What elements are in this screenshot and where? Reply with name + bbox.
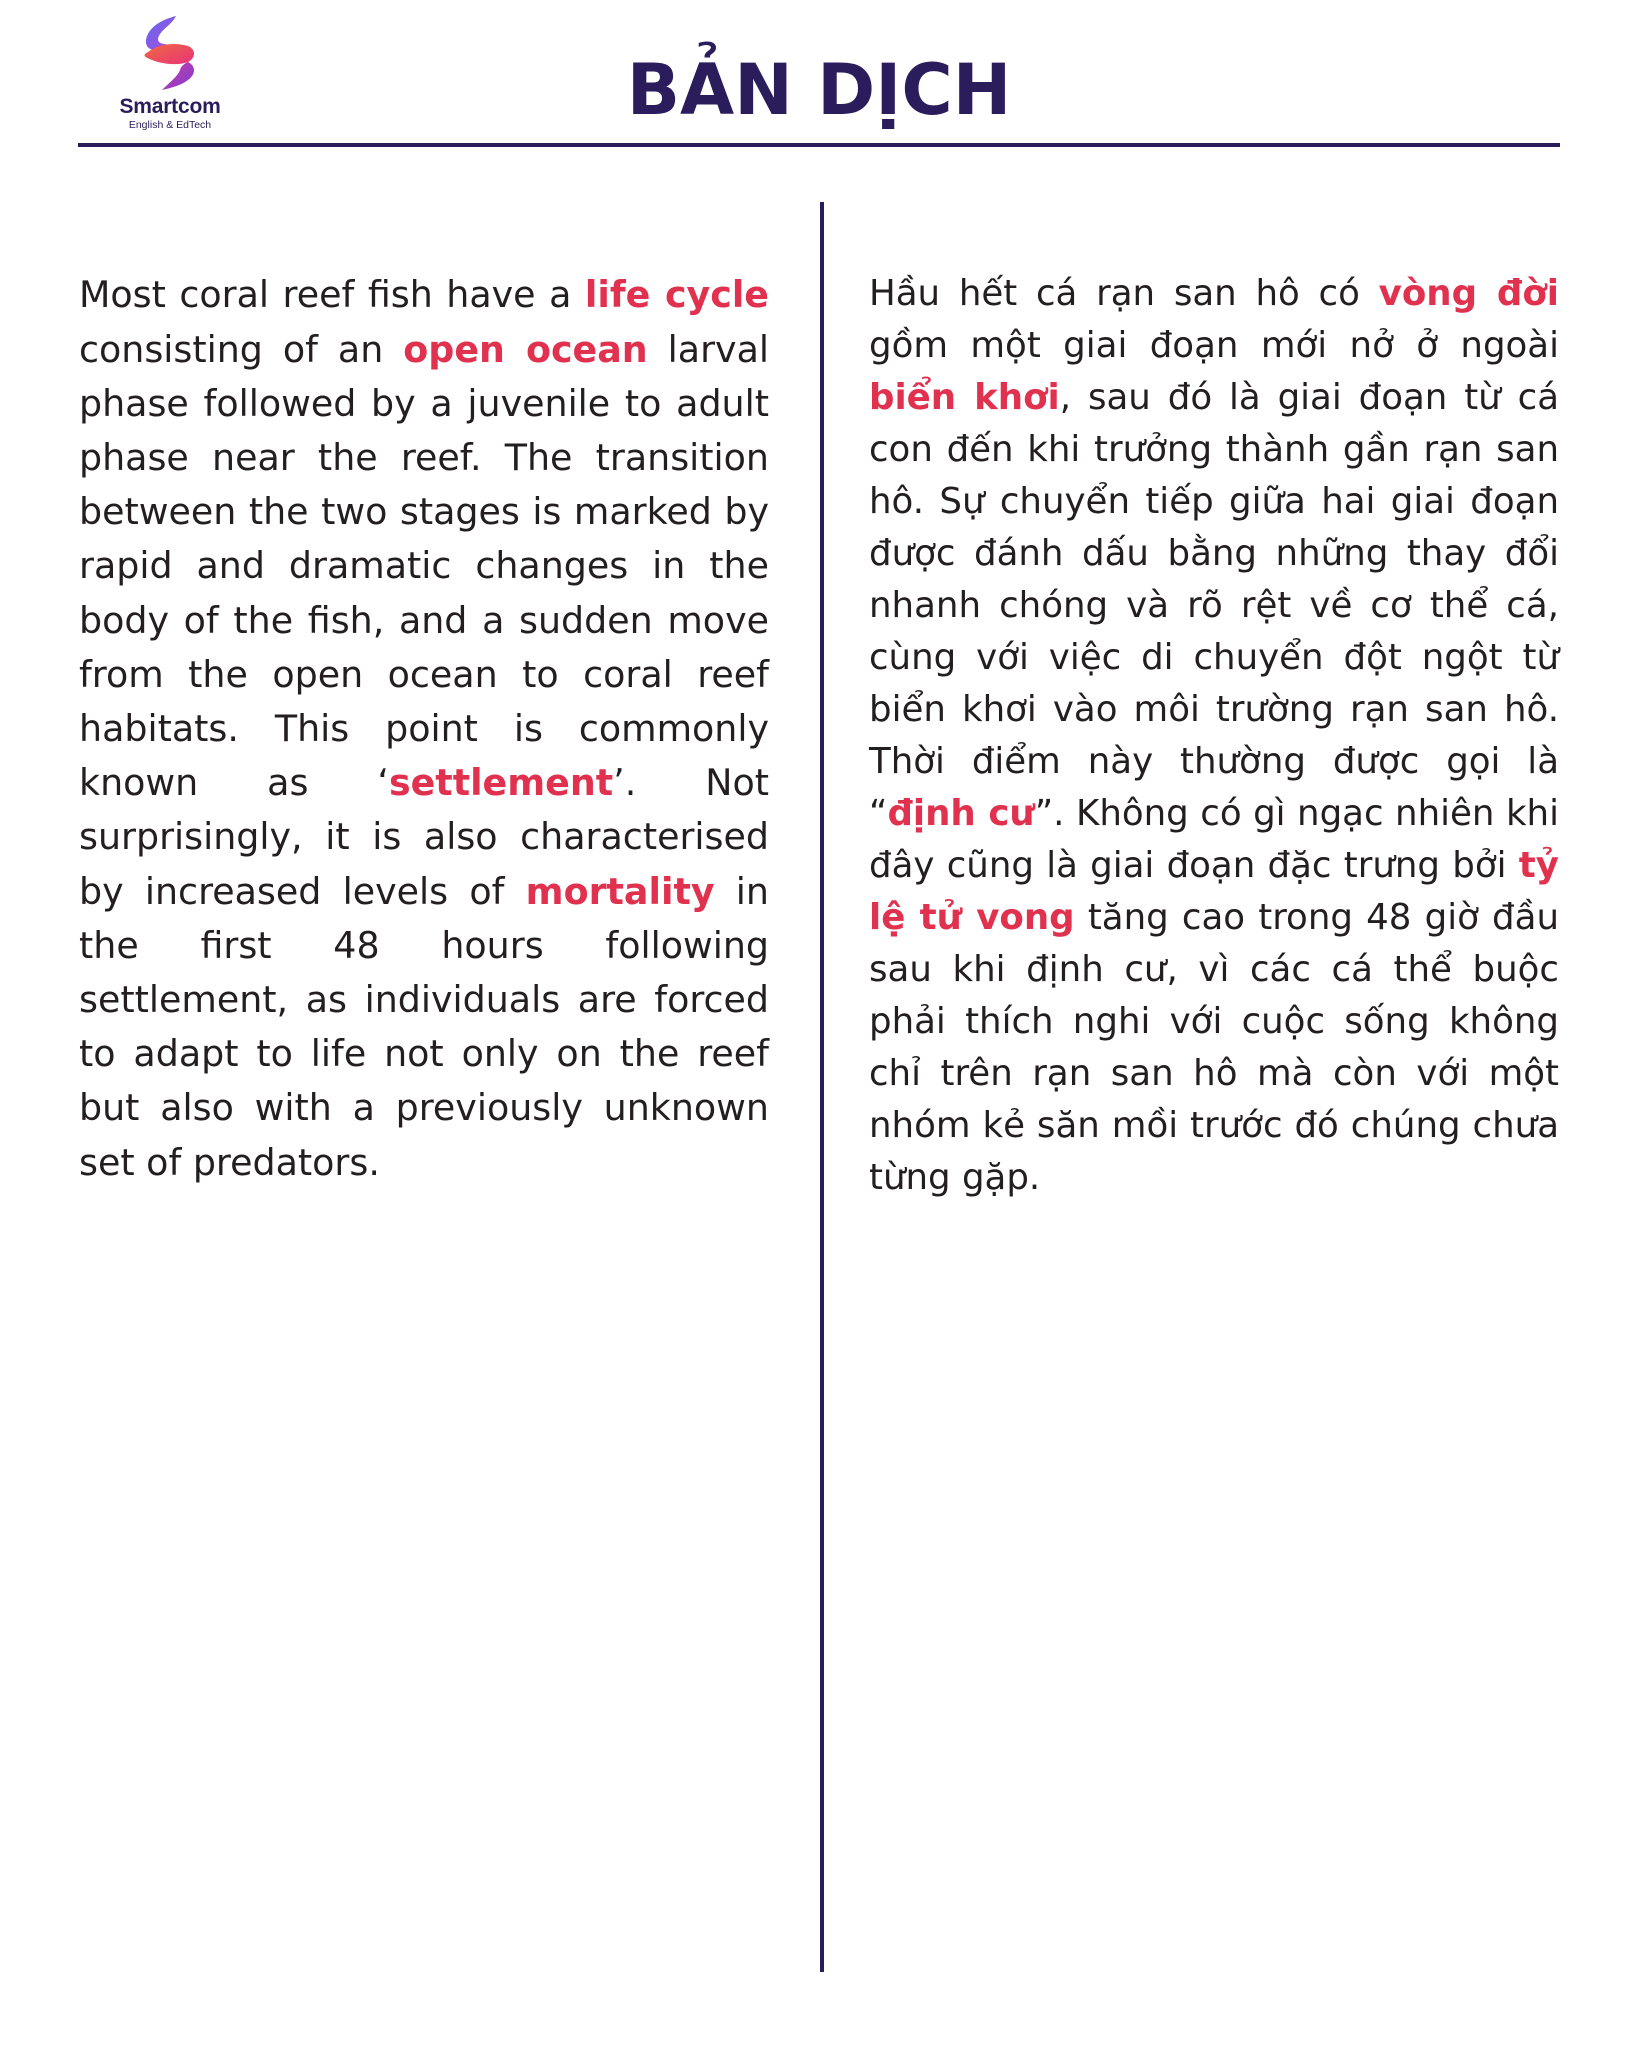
page-title: BẢN DỊCH <box>626 49 1012 131</box>
vietnamese-passage <box>869 268 1559 1204</box>
vietnamese-highlight-ty-le-tu-vong: tỷ lệ tử vong <box>869 844 1559 938</box>
header-divider <box>78 143 1560 147</box>
vietnamese-highlight-dinh-cu: định cư <box>887 792 1035 834</box>
english-text-5: in the first 48 hours following settlement, as individuals are forced to adapt to life not only on the reef but also with a previously unknown set of predators. <box>79 869 769 1184</box>
english-highlight-open-ocean: open ocean <box>403 327 648 371</box>
vietnamese-text-3: , sau đó là giai đoạn từ cá con đến khi trưởng thành gần rạn san hô. Sự chuyển tiếp giữa hai giai đoạn được đánh dấu bằng những thay đổi nhanh chóng và rõ rệt về cơ thể cá, cùng với việc di chuyển đột ngột từ biển khơi vào môi trường rạn san hô. Thời điểm này thường được gọi là “ <box>869 376 1559 834</box>
vietnamese-text-1: Hầu hết cá rạn san hô có <box>869 272 1379 314</box>
vietnamese-highlight-bien-khoi: biển khơi <box>869 376 1060 418</box>
english-text-1: Most coral reef fish have a <box>79 273 585 317</box>
logo-tagline: English & EdTech <box>128 119 212 131</box>
english-highlight-mortality: mortality <box>525 869 715 913</box>
column-divider <box>820 202 824 1972</box>
english-text-3: larval phase followed by a juvenile to adult phase near the reef. The transition between the two stages is marked by rapid and dramatic changes in the body of the fish, and a sudden move from the open ocean to coral reef habitats. This point is commonly known as ‘ <box>79 327 769 805</box>
vietnamese-text-5: tăng cao trong 48 giờ đầu sau khi định cư, vì các cá thể buộc phải thích nghi với cuộc sống không chỉ trên rạn san hô mà còn với một nhóm kẻ săn mồi trước đó chúng chưa từng gặp. <box>869 896 1559 1198</box>
vietnamese-highlight-vong-doi: vòng đời <box>1378 272 1559 314</box>
english-text-4: ’. Not surprisingly, it is also characterised by increased levels of <box>79 761 769 913</box>
vietnamese-text-4: ”. Không có gì ngạc nhiên khi đây cũng là giai đoạn đặc trưng bởi <box>869 792 1559 886</box>
english-highlight-settlement: settlement <box>388 761 614 805</box>
page-header <box>0 0 1638 150</box>
english-highlight-life-cycle: life cycle <box>584 273 769 317</box>
english-passage <box>79 268 769 1189</box>
logo-wordmark: Smartcom <box>119 95 221 118</box>
vietnamese-text-2: gồm một giai đoạn mới nở ở ngoài <box>869 324 1559 366</box>
english-text-2: consisting of an <box>79 327 404 371</box>
